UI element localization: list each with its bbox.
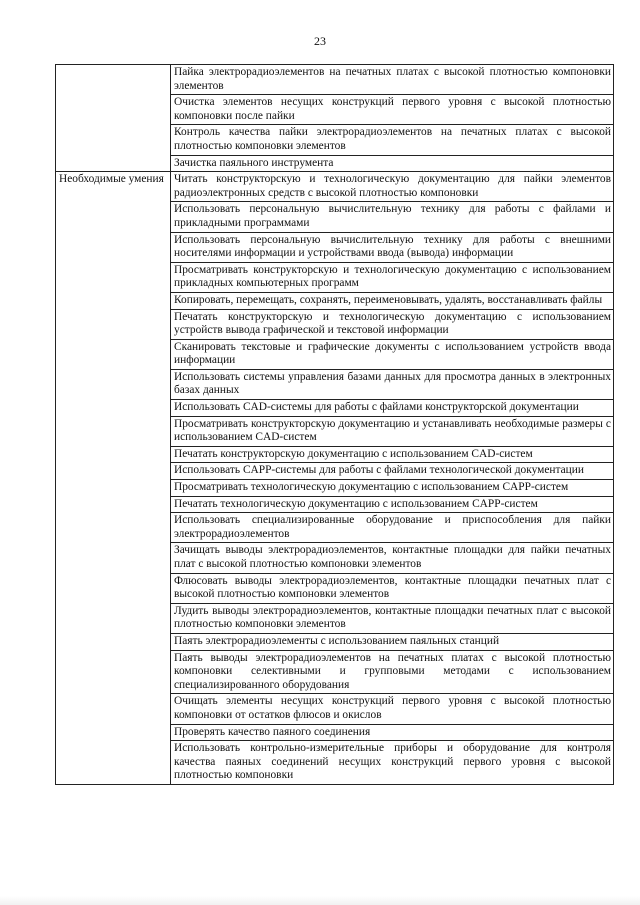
- table-cell: Просматривать конструкторскую и технологическую документацию с использованием прикладных компьютерных программ: [171, 262, 614, 292]
- table-cell: Просматривать технологическую документацию с использованием CAPP-систем: [171, 480, 614, 497]
- table-cell: Паять выводы электрорадиоэлементов на печатных платах с высокой плотностью компоновки селективными и групповыми методами с использованием специализированного оборудования: [171, 650, 614, 694]
- table-cell: Флюсовать выводы электрорадиоэлементов, контактные площадки печатных плат с высокой плотностью компоновки элементов: [171, 573, 614, 603]
- work-functions-table: [55, 64, 614, 785]
- table-cell: Очистка элементов несущих конструкций первого уровня с высокой плотностью компоновки после пайки: [171, 95, 614, 125]
- table-cell: Использовать контрольно-измерительные приборы и оборудование для контроля качества паяных соединений несущих конструкций первого уровня с высокой плотностью компоновки: [171, 741, 614, 785]
- table-cell: Печатать технологическую документацию с использованием CAPP-систем: [171, 496, 614, 513]
- table-cell: Зачистка паяльного инструмента: [171, 155, 614, 172]
- table-cell: Сканировать текстовые и графические документы с использованием устройств ввода информации: [171, 339, 614, 369]
- table-cell: Печатать конструкторскую документацию с использованием CAD-систем: [171, 446, 614, 463]
- table-cell: Печатать конструкторскую и технологическую документацию с использованием устройств вывода графической и текстовой информации: [171, 309, 614, 339]
- table-cell: Использовать CAPP-системы для работы с файлами технологической документации: [171, 463, 614, 480]
- table-cell: Паять электрорадиоэлементы с использованием паяльных станций: [171, 633, 614, 650]
- table-cell: Пайка электрорадиоэлементов на печатных платах с высокой плотностью компоновки элементов: [171, 65, 614, 95]
- table-cell: Использовать системы управления базами данных для просмотра данных в электронных базах данных: [171, 369, 614, 399]
- table-cell: Проверять качество паяного соединения: [171, 724, 614, 741]
- page-number: 23: [314, 34, 326, 48]
- scan-edge: [0, 896, 640, 905]
- skills-label-cell: Необходимые умения: [56, 172, 171, 785]
- table-cell: Использовать персональную вычислительную технику для работы с файлами и прикладными программами: [171, 202, 614, 232]
- table-cell: Использовать специализированные оборудование и приспособления для пайки электрорадиоэлементов: [171, 513, 614, 543]
- table-cell: Лудить выводы электрорадиоэлементов, контактные площадки печатных плат с высокой плотностью компоновки элементов: [171, 603, 614, 633]
- table-cell: Просматривать конструкторскую документацию и устанавливать необходимые размеры с использованием CAD-систем: [171, 416, 614, 446]
- table-row: [56, 65, 614, 95]
- table-cell: Очищать элементы несущих конструкций первого уровня с высокой плотностью компоновки от остатков флюсов и окислов: [171, 694, 614, 724]
- table-row: [56, 172, 614, 202]
- table-cell: Использовать CAD-системы для работы с файлами конструкторской документации: [171, 400, 614, 417]
- table-cell: Использовать персональную вычислительную технику для работы с внешними носителями информации и устройствами ввода (вывода) информации: [171, 232, 614, 262]
- table-cell: Контроль качества пайки электрорадиоэлементов на печатных платах с высокой плотностью компоновки элементов: [171, 125, 614, 155]
- table-cell: Копировать, перемещать, сохранять, переименовывать, удалять, восстанавливать файлы: [171, 292, 614, 309]
- continued-label-cell: [56, 65, 171, 172]
- table-cell: Зачищать выводы электрорадиоэлементов, контактные площадки для пайки печатных плат с высокой плотностью компоновки элементов: [171, 543, 614, 573]
- table-cell: Читать конструкторскую и технологическую документацию для пайки элементов радиоэлектронных средств с высокой плотностью компоновки: [171, 172, 614, 202]
